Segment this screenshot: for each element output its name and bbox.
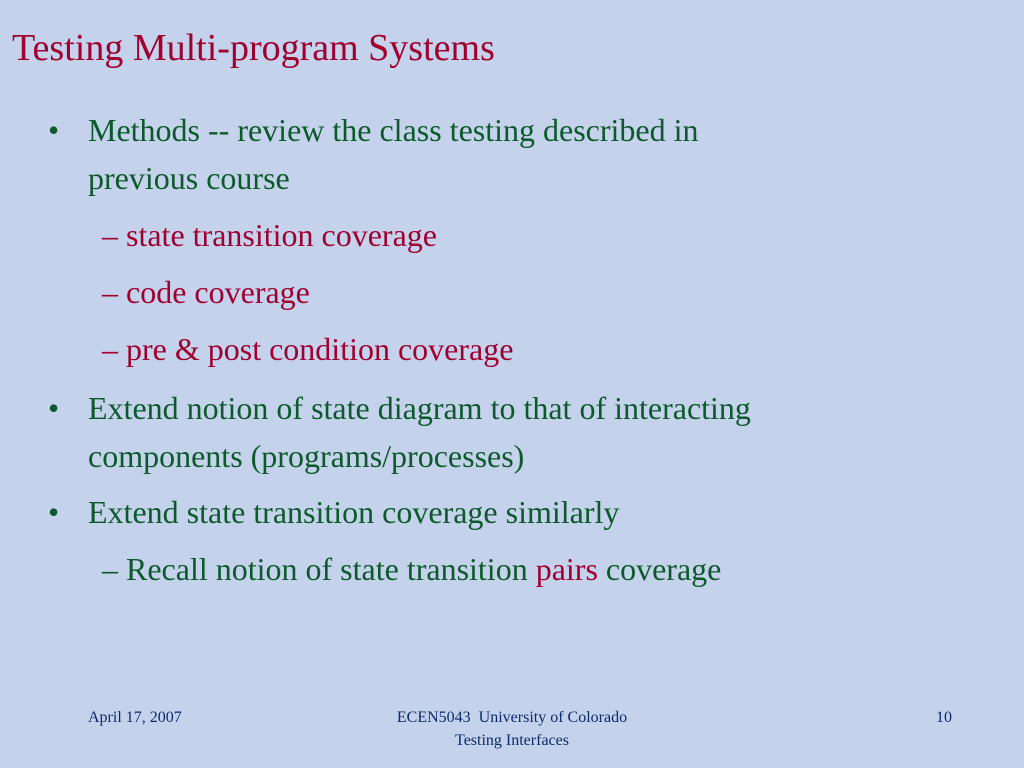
sub-bullet-text-before: Recall notion of state transition bbox=[126, 551, 528, 587]
bullet-text: Extend state transition coverage similarly bbox=[88, 494, 620, 530]
sub-bullet-item bbox=[102, 325, 942, 373]
bullet-line: Methods -- review the class testing described in bbox=[88, 112, 699, 148]
sub-bullet-marker: – bbox=[102, 551, 118, 587]
bullet-line: components (programs/processes) bbox=[88, 438, 525, 474]
bullet-marker: • bbox=[48, 494, 60, 530]
footer-date: April 17, 2007 bbox=[88, 709, 182, 726]
highlighted-word: pairs bbox=[535, 551, 598, 587]
sub-bullet-marker: – bbox=[102, 274, 118, 310]
footer-page-number: 10 bbox=[936, 709, 952, 726]
footer-topic: Testing Interfaces bbox=[455, 732, 569, 749]
bullet-line: Extend notion of state diagram to that of interacting bbox=[88, 390, 751, 426]
sub-bullet-text-after: coverage bbox=[605, 551, 722, 587]
sub-bullet-marker: – bbox=[102, 217, 118, 253]
bullet-line: previous course bbox=[88, 160, 290, 196]
sub-bullet-text: pre & post condition coverage bbox=[126, 331, 514, 367]
sub-bullet-item bbox=[102, 268, 942, 316]
slide-title: Testing Multi-program Systems bbox=[12, 27, 495, 69]
sub-bullet-item bbox=[102, 211, 942, 259]
footer-center bbox=[312, 706, 712, 752]
bullet-text bbox=[88, 384, 948, 480]
bullet-text bbox=[88, 106, 948, 202]
bullet-marker: • bbox=[48, 390, 60, 426]
sub-bullet-marker: – bbox=[102, 331, 118, 367]
bullet-marker: • bbox=[48, 112, 60, 148]
sub-bullet-text: state transition coverage bbox=[126, 217, 437, 253]
footer-course: ECEN5043 University of Colorado bbox=[396, 709, 628, 726]
sub-bullet-item bbox=[102, 545, 942, 593]
sub-bullet-text: code coverage bbox=[126, 274, 310, 310]
